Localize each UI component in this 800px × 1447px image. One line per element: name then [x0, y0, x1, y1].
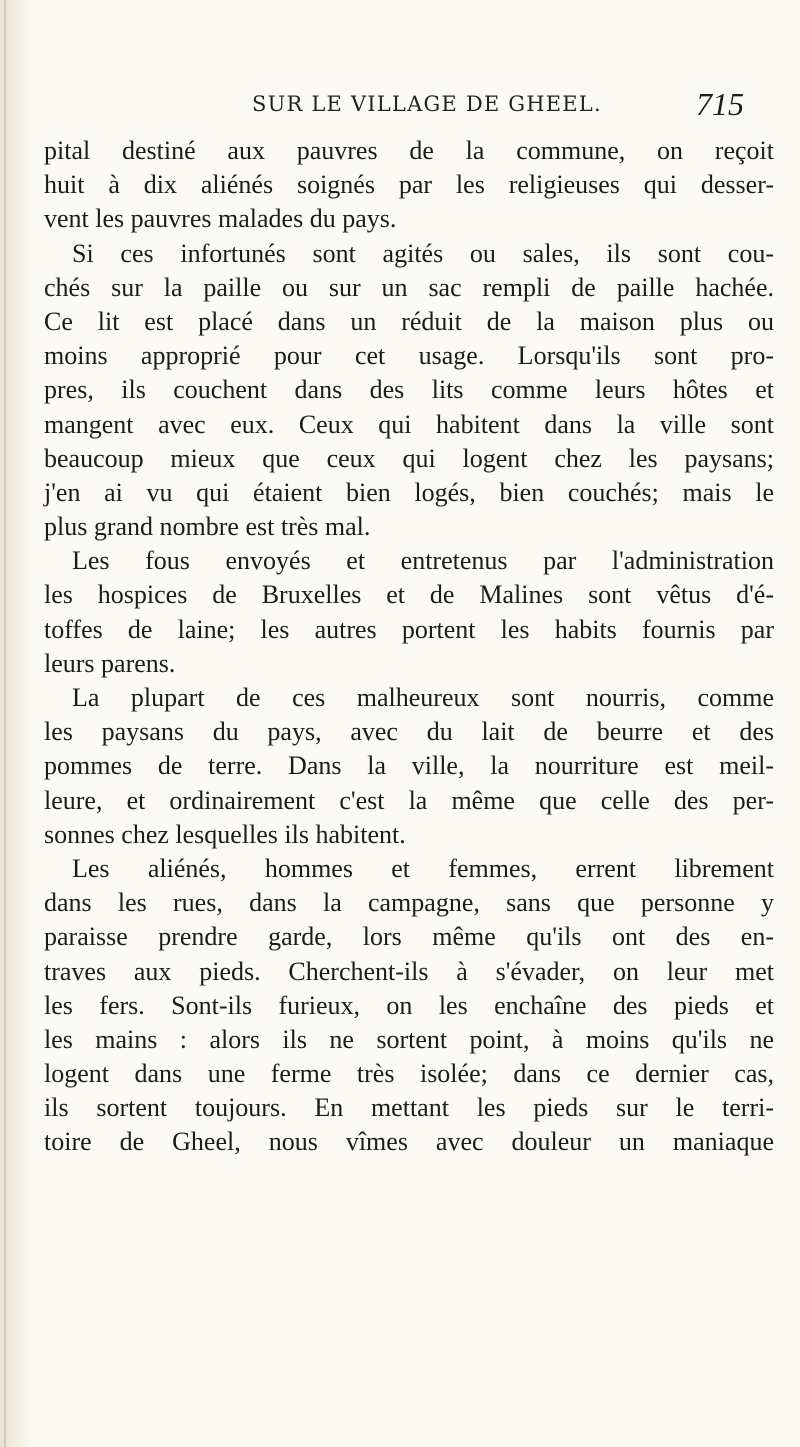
text-line: huit à dix aliénés soignés par les religieuses qui desser-	[44, 170, 774, 200]
text-line: Les aliénés, hommes et femmes, errent librement	[72, 853, 774, 883]
text-line: j'en ai vu qui étaient bien logés, bien couchés; mais le	[44, 477, 774, 507]
text-line: logent dans une ferme très isolée; dans ce dernier cas,	[44, 1059, 774, 1089]
text-line: Ce lit est placé dans un réduit de la maison plus ou	[44, 306, 774, 336]
text-line: pital destiné aux pauvres de la commune, on reçoit	[44, 136, 774, 165]
text-line: toffes de laine; les autres portent les habits fournis par	[44, 614, 774, 644]
text-line: sonnes chez lesquelles ils habitent.	[44, 819, 406, 849]
text-line: traves aux pieds. Cherchent-ils à s'évader, on leur met	[44, 956, 774, 986]
text-line: paraisse prendre garde, lors même qu'ils ont des en-	[44, 922, 774, 952]
text-line: dans les rues, dans la campagne, sans que personne y	[44, 888, 774, 918]
text-line: les paysans du pays, avec du lait de beurre et des	[44, 717, 774, 747]
text-line: leure, et ordinairement c'est la même que celle des per-	[44, 785, 774, 815]
text-line: toire de Gheel, nous vîmes avec douleur un maniaque	[44, 1127, 774, 1157]
text-line: les mains : alors ils ne sortent point, à moins qu'ils ne	[44, 1024, 774, 1054]
running-title: SUR LE VILLAGE DE GHEEL.	[252, 92, 602, 116]
body-text	[44, 134, 774, 1160]
text-line: plus grand nombre est très mal.	[44, 512, 371, 542]
page-edge	[4, 0, 6, 1447]
text-line: beaucoup mieux que ceux qui logent chez les paysans;	[44, 443, 774, 473]
text-line: vent les pauvres malades du pays.	[44, 204, 397, 234]
text-line: chés sur la paille ou sur un sac rempli de paille hachée.	[44, 272, 774, 302]
text-line: les hospices de Bruxelles et de Malines sont vêtus d'é-	[44, 580, 774, 610]
text-line: mangent avec eux. Ceux qui habitent dans la ville sont	[44, 409, 774, 439]
text-line: pres, ils couchent dans des lits comme leurs hôtes et	[44, 375, 774, 405]
text-line: leurs parens.	[44, 648, 176, 678]
running-header	[0, 86, 800, 126]
text-line: ils sortent toujours. En mettant les pieds sur le terri-	[44, 1093, 774, 1123]
text-line: Les fous envoyés et entretenus par l'administration	[72, 546, 774, 576]
text-line: Si ces infortunés sont agités ou sales, ils sont cou-	[72, 238, 774, 268]
text-line: La plupart de ces malheureux sont nourris, comme	[72, 683, 774, 712]
text-line: les fers. Sont-ils furieux, on les enchaîne des pieds et	[44, 990, 774, 1020]
text-line: pommes de terre. Dans la ville, la nourriture est meil-	[44, 751, 774, 781]
page-number: 715	[696, 86, 744, 122]
text-line: moins approprié pour cet usage. Lorsqu'ils sont pro-	[44, 341, 774, 371]
